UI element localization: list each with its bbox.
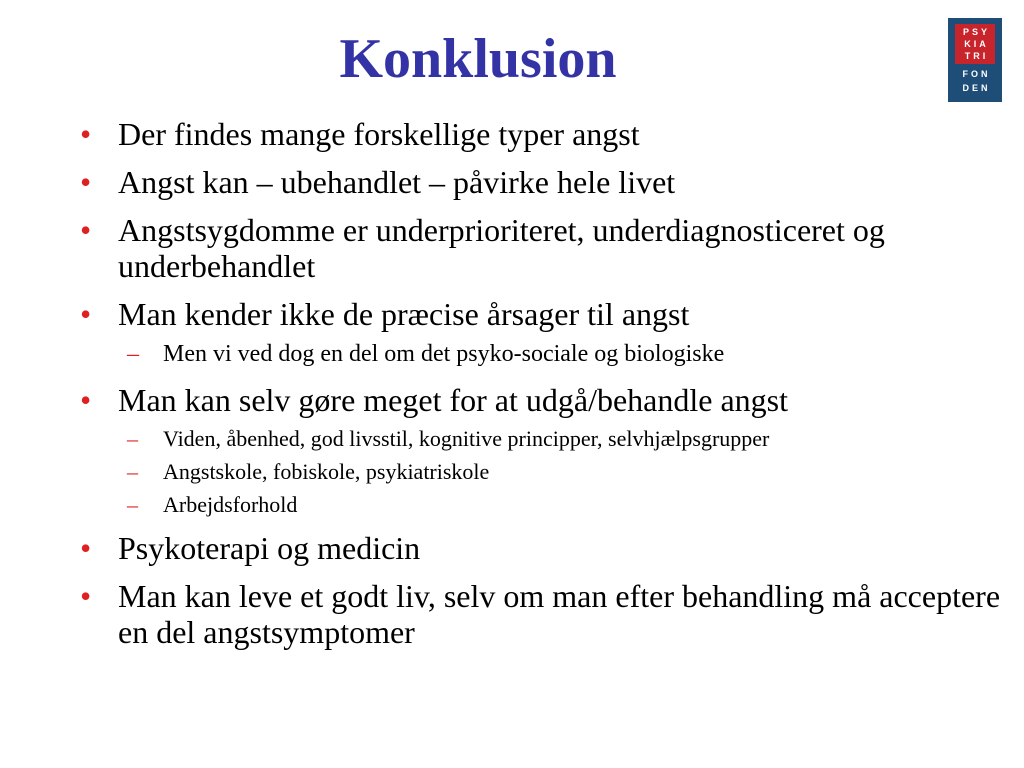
bullet-item	[76, 212, 1006, 284]
bullet-dot-icon: •	[80, 296, 92, 332]
psykiatrifonden-logo	[948, 18, 1002, 102]
logo-text-row: DEN	[962, 83, 991, 93]
bullet-text: Der findes mange forskellige typer angst	[118, 116, 640, 152]
bullet-list	[76, 116, 1006, 662]
sub-bullet-text: Men vi ved dog en del om det psyko-sociale og biologiske	[163, 341, 725, 367]
logo-text-row: KIA	[964, 39, 989, 49]
sub-bullet-item	[76, 340, 1006, 368]
bullet-dot-icon: •	[80, 164, 92, 200]
logo-bottom-block	[955, 64, 995, 98]
sub-bullet-text: Arbejdsforhold	[163, 492, 298, 517]
bullet-dot-icon: •	[80, 116, 92, 152]
bullet-text: Angst kan – ubehandlet – påvirke hele livet	[118, 164, 676, 200]
bullet-item	[76, 578, 1006, 650]
logo-top-block	[955, 24, 995, 64]
logo-text-row: TRI	[964, 51, 989, 61]
bullet-item	[76, 530, 1006, 566]
sub-list	[76, 340, 1006, 368]
bullet-dot-icon: •	[80, 578, 92, 614]
sub-bullet-text: Viden, åbenhed, god livsstil, kognitive principper, selvhjælpsgrupper	[163, 426, 770, 451]
sub-bullet-item	[76, 459, 1006, 485]
bullet-text: Angstsygdomme er underprioriteret, underdiagnosticeret og underbehandlet	[118, 212, 885, 284]
bullet-item	[76, 164, 1006, 200]
bullet-text: Man kan selv gøre meget for at udgå/behandle angst	[118, 382, 788, 418]
bullet-text: Man kender ikke de præcise årsager til angst	[118, 296, 690, 332]
sub-list	[76, 426, 1006, 518]
sub-bullet-item	[76, 426, 1006, 452]
bullet-dot-icon: •	[80, 382, 92, 418]
slide-title: Konklusion	[339, 28, 617, 90]
bullet-text: Man kan leve et godt liv, selv om man efter behandling må acceptere en del angstsymptomer	[118, 578, 1001, 650]
dash-bullet-icon: –	[127, 459, 138, 484]
bullet-item	[76, 382, 1006, 418]
sub-bullet-item	[76, 492, 1006, 518]
bullet-item	[76, 296, 1006, 332]
dash-bullet-icon: –	[127, 492, 138, 517]
logo-text-row: PSY	[962, 27, 990, 37]
dash-bullet-icon: –	[127, 341, 139, 367]
bullet-dot-icon: •	[80, 212, 92, 248]
bullet-item	[76, 116, 1006, 152]
logo-text-row: FON	[962, 69, 991, 79]
bullet-text: Psykoterapi og medicin	[118, 530, 421, 566]
sub-bullet-text: Angstskole, fobiskole, psykiatriskole	[163, 459, 490, 484]
dash-bullet-icon: –	[127, 426, 138, 451]
bullet-dot-icon: •	[80, 530, 92, 566]
